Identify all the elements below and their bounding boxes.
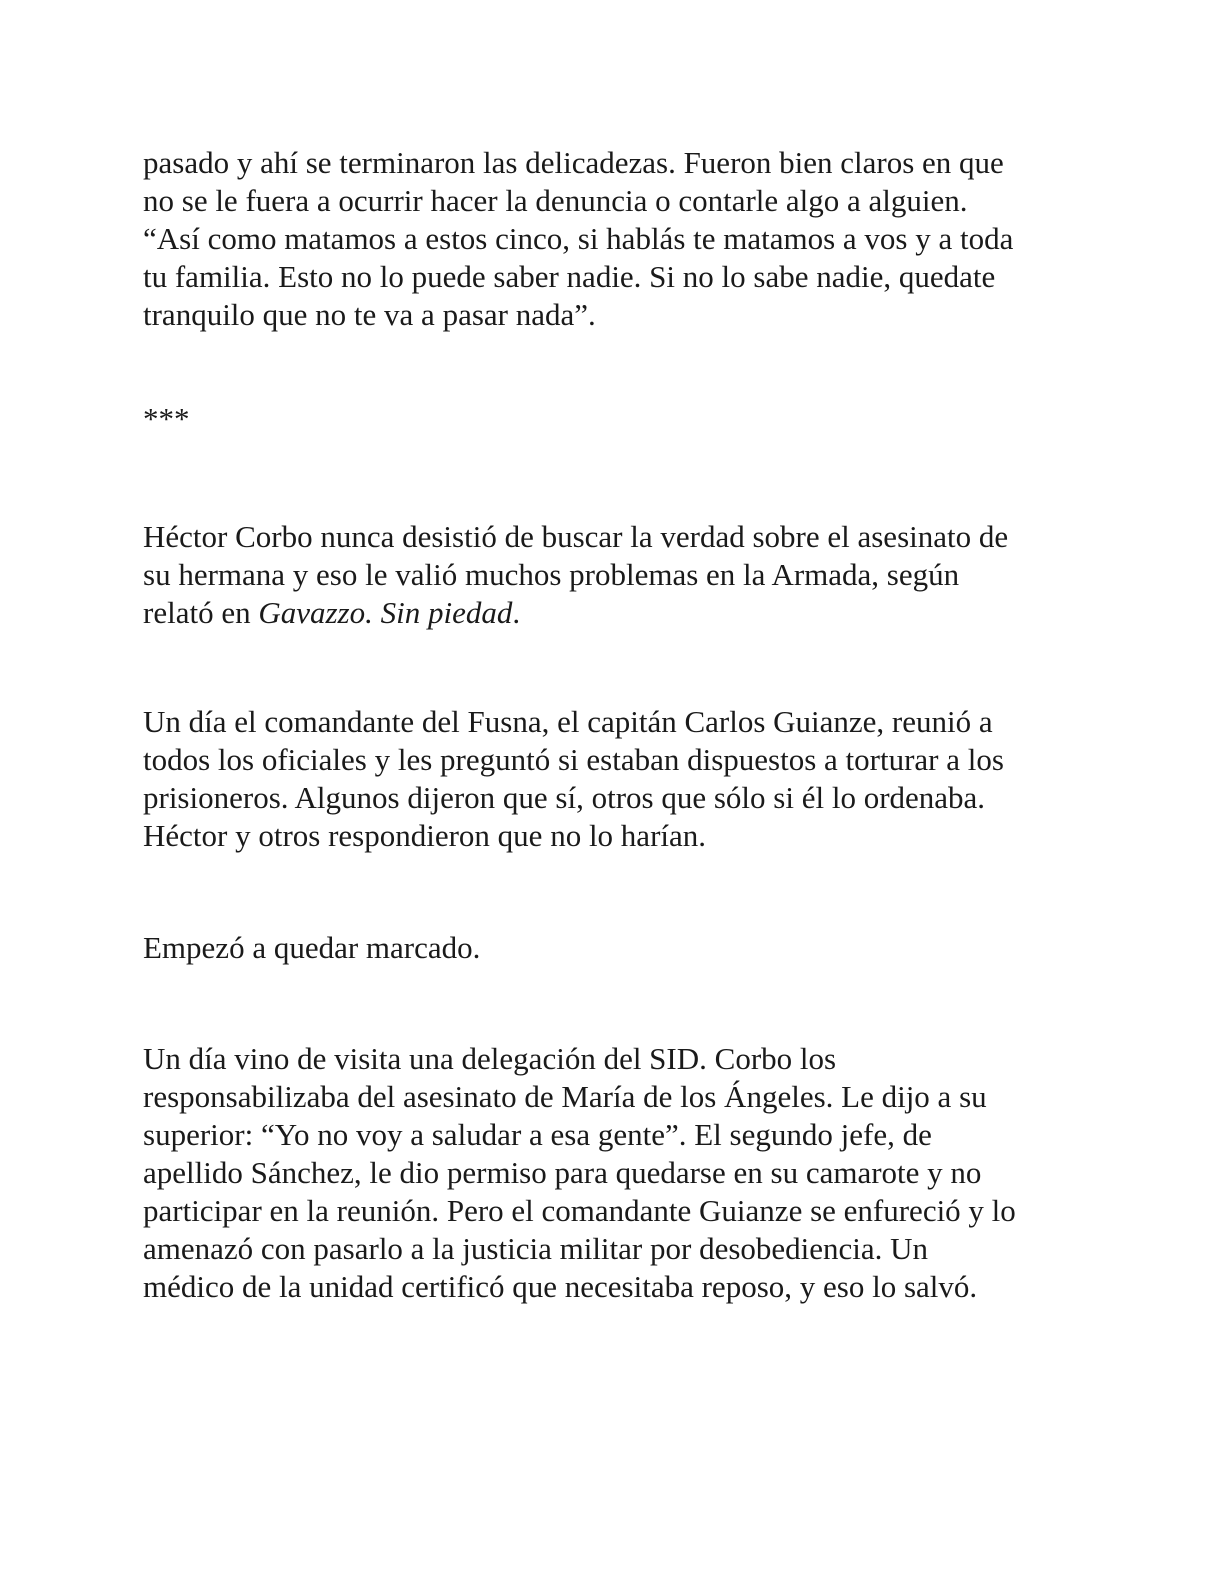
text-line: no se le fuera a ocurrir hacer la denuncia o contarle algo a alguien. xyxy=(143,183,968,218)
paragraph-marked xyxy=(143,929,1083,967)
text-line: médico de la unidad certificó que necesitaba reposo, y eso lo salvó. xyxy=(143,1269,978,1304)
text-line: Empezó a quedar marcado. xyxy=(143,930,481,965)
text-line-with-book-title xyxy=(143,594,1083,632)
text-fragment: relató en xyxy=(143,595,259,630)
text-line: su hermana y eso le valió muchos problemas en la Armada, según xyxy=(143,557,960,592)
text-line: superior: “Yo no voy a saludar a esa gente”. El segundo jefe, de xyxy=(143,1117,932,1152)
text-line: Un día el comandante del Fusna, el capitán Carlos Guianze, reunió a xyxy=(143,704,993,739)
text-line: apellido Sánchez, le dio permiso para quedarse en su camarote y no xyxy=(143,1155,982,1190)
paragraph-threat xyxy=(143,144,1083,334)
book-title: Gavazzo. Sin piedad xyxy=(258,595,513,630)
text-line: Héctor y otros respondieron que no lo harían. xyxy=(143,818,707,853)
text-fragment: . xyxy=(512,595,521,630)
text-line: Un día vino de visita una delegación del SID. Corbo los xyxy=(143,1041,837,1076)
paragraph-commander-meeting xyxy=(143,703,1083,855)
text-line: Héctor Corbo nunca desistió de buscar la verdad sobre el asesinato de xyxy=(143,519,1009,554)
section-separator: *** xyxy=(143,401,190,436)
text-line: responsabilizaba del asesinato de María de los Ángeles. Le dijo a su xyxy=(143,1079,987,1114)
text-line: “Así como matamos a estos cinco, si hablás te matamos a vos y a toda xyxy=(143,221,1014,256)
paragraph-hector-corbo xyxy=(143,518,1083,632)
text-line: prisioneros. Algunos dijeron que sí, otros que sólo si él lo ordenaba. xyxy=(143,780,986,815)
text-line: pasado y ahí se terminaron las delicadezas. Fueron bien claros en que xyxy=(143,145,1004,180)
text-line: tranquilo que no te va a pasar nada”. xyxy=(143,297,596,332)
paragraph-sid-visit xyxy=(143,1040,1083,1306)
text-line: participar en la reunión. Pero el comandante Guianze se enfureció y lo xyxy=(143,1193,1016,1228)
text-line: todos los oficiales y les preguntó si estaban dispuestos a torturar a los xyxy=(143,742,1004,777)
text-line: tu familia. Esto no lo puede saber nadie. Si no lo sabe nadie, quedate xyxy=(143,259,996,294)
text-line: amenazó con pasarlo a la justicia militar por desobediencia. Un xyxy=(143,1231,929,1266)
